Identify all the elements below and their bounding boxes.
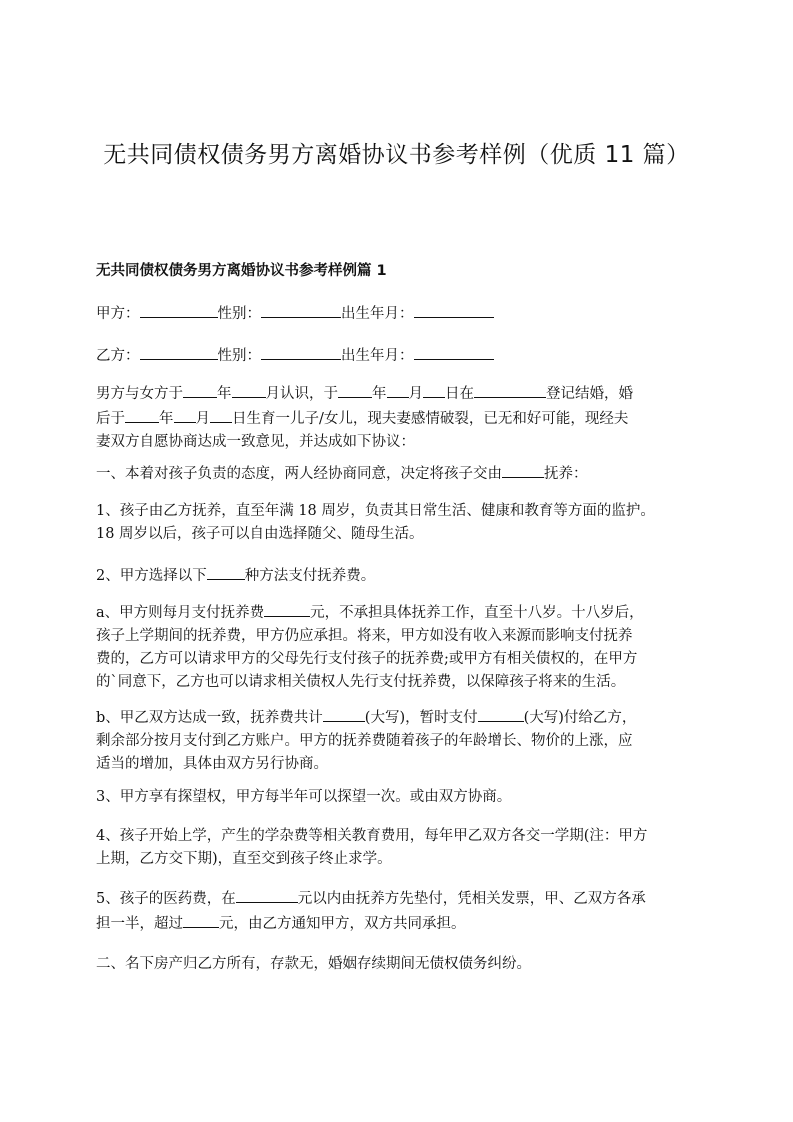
item-b: b、甲乙双方达成一致，抚养费共计 (大写)，暂时支付 (大写)付给乙方， 剩余部分按月支付到乙方账户。甲方的抚养费随着孩子的年龄增长、物价的上涨，应 适当的增加，具体由双方另行协商。 [96,705,700,776]
clause-1: 一、本着对孩子负责的态度，两人经协商同意，决定将孩子交由 抚养： [96,461,700,486]
item-5: 5、孩子的医药费，在 元以内由抚养方先垫付，凭相关发票，甲、乙双方各承 担一半，超过 元，由乙方通知甲方，双方共同承担。 [96,886,700,936]
item-2: 2、甲方选择以下 种方法支付抚养费。 [96,563,700,588]
section-title: 无共同债权债务男方离婚协议书参考样例篇 1 [96,263,387,279]
item-a: a、甲方则每月支付抚养费 元，不承担具体抚养工作，直至十八岁。十八岁后， 孩子上学期间的抚养费，甲方仍应承担。将来，甲方如没有收入来源而影响支付抚养 费的，乙方可以请求甲方的父母先行支付孩子的抚养费;或甲方有相关债权的，在甲方 的`同意下，乙方也可以请求相关债权人先行支付抚养费，以保障孩子将来的生活。 [96,600,700,694]
intro-paragraph: 男方与女方于 年 月认识，于 年 月 日在 登记结婚，婚 后于 年 月 日生育一儿子/女儿，现夫妻感情破裂，已无和好可能，现经夫 妻双方自愿协商达成一致意见，并达成如下协议： [96,381,700,454]
clause-2: 二、名下房产归乙方所有，存款无，婚姻存续期间无债权债务纠纷。 [96,956,531,972]
party-a-line: 甲方： 性别： 出生年月： [96,301,700,326]
party-b-line: 乙方： 性别： 出生年月： [96,343,700,368]
item-1: 1、孩子由乙方抚养，直至年满 18 周岁，负责其日常生活、健康和教育等方面的监护。 18 周岁以后，孩子可以自由选择随父、随母生活。 [96,503,655,542]
document-title: 无共同债权债务男方离婚协议书参考样例（优质 11 篇） [103,142,690,168]
item-3: 3、甲方享有探望权，甲方每半年可以探望一次。或由双方协商。 [96,789,512,805]
item-4: 4、孩子开始上学，产生的学杂费等相关教育费用，每年甲乙双方各交一学期(注：甲方 上期，乙方交下期)，直至交到孩子终止求学。 [96,828,648,867]
